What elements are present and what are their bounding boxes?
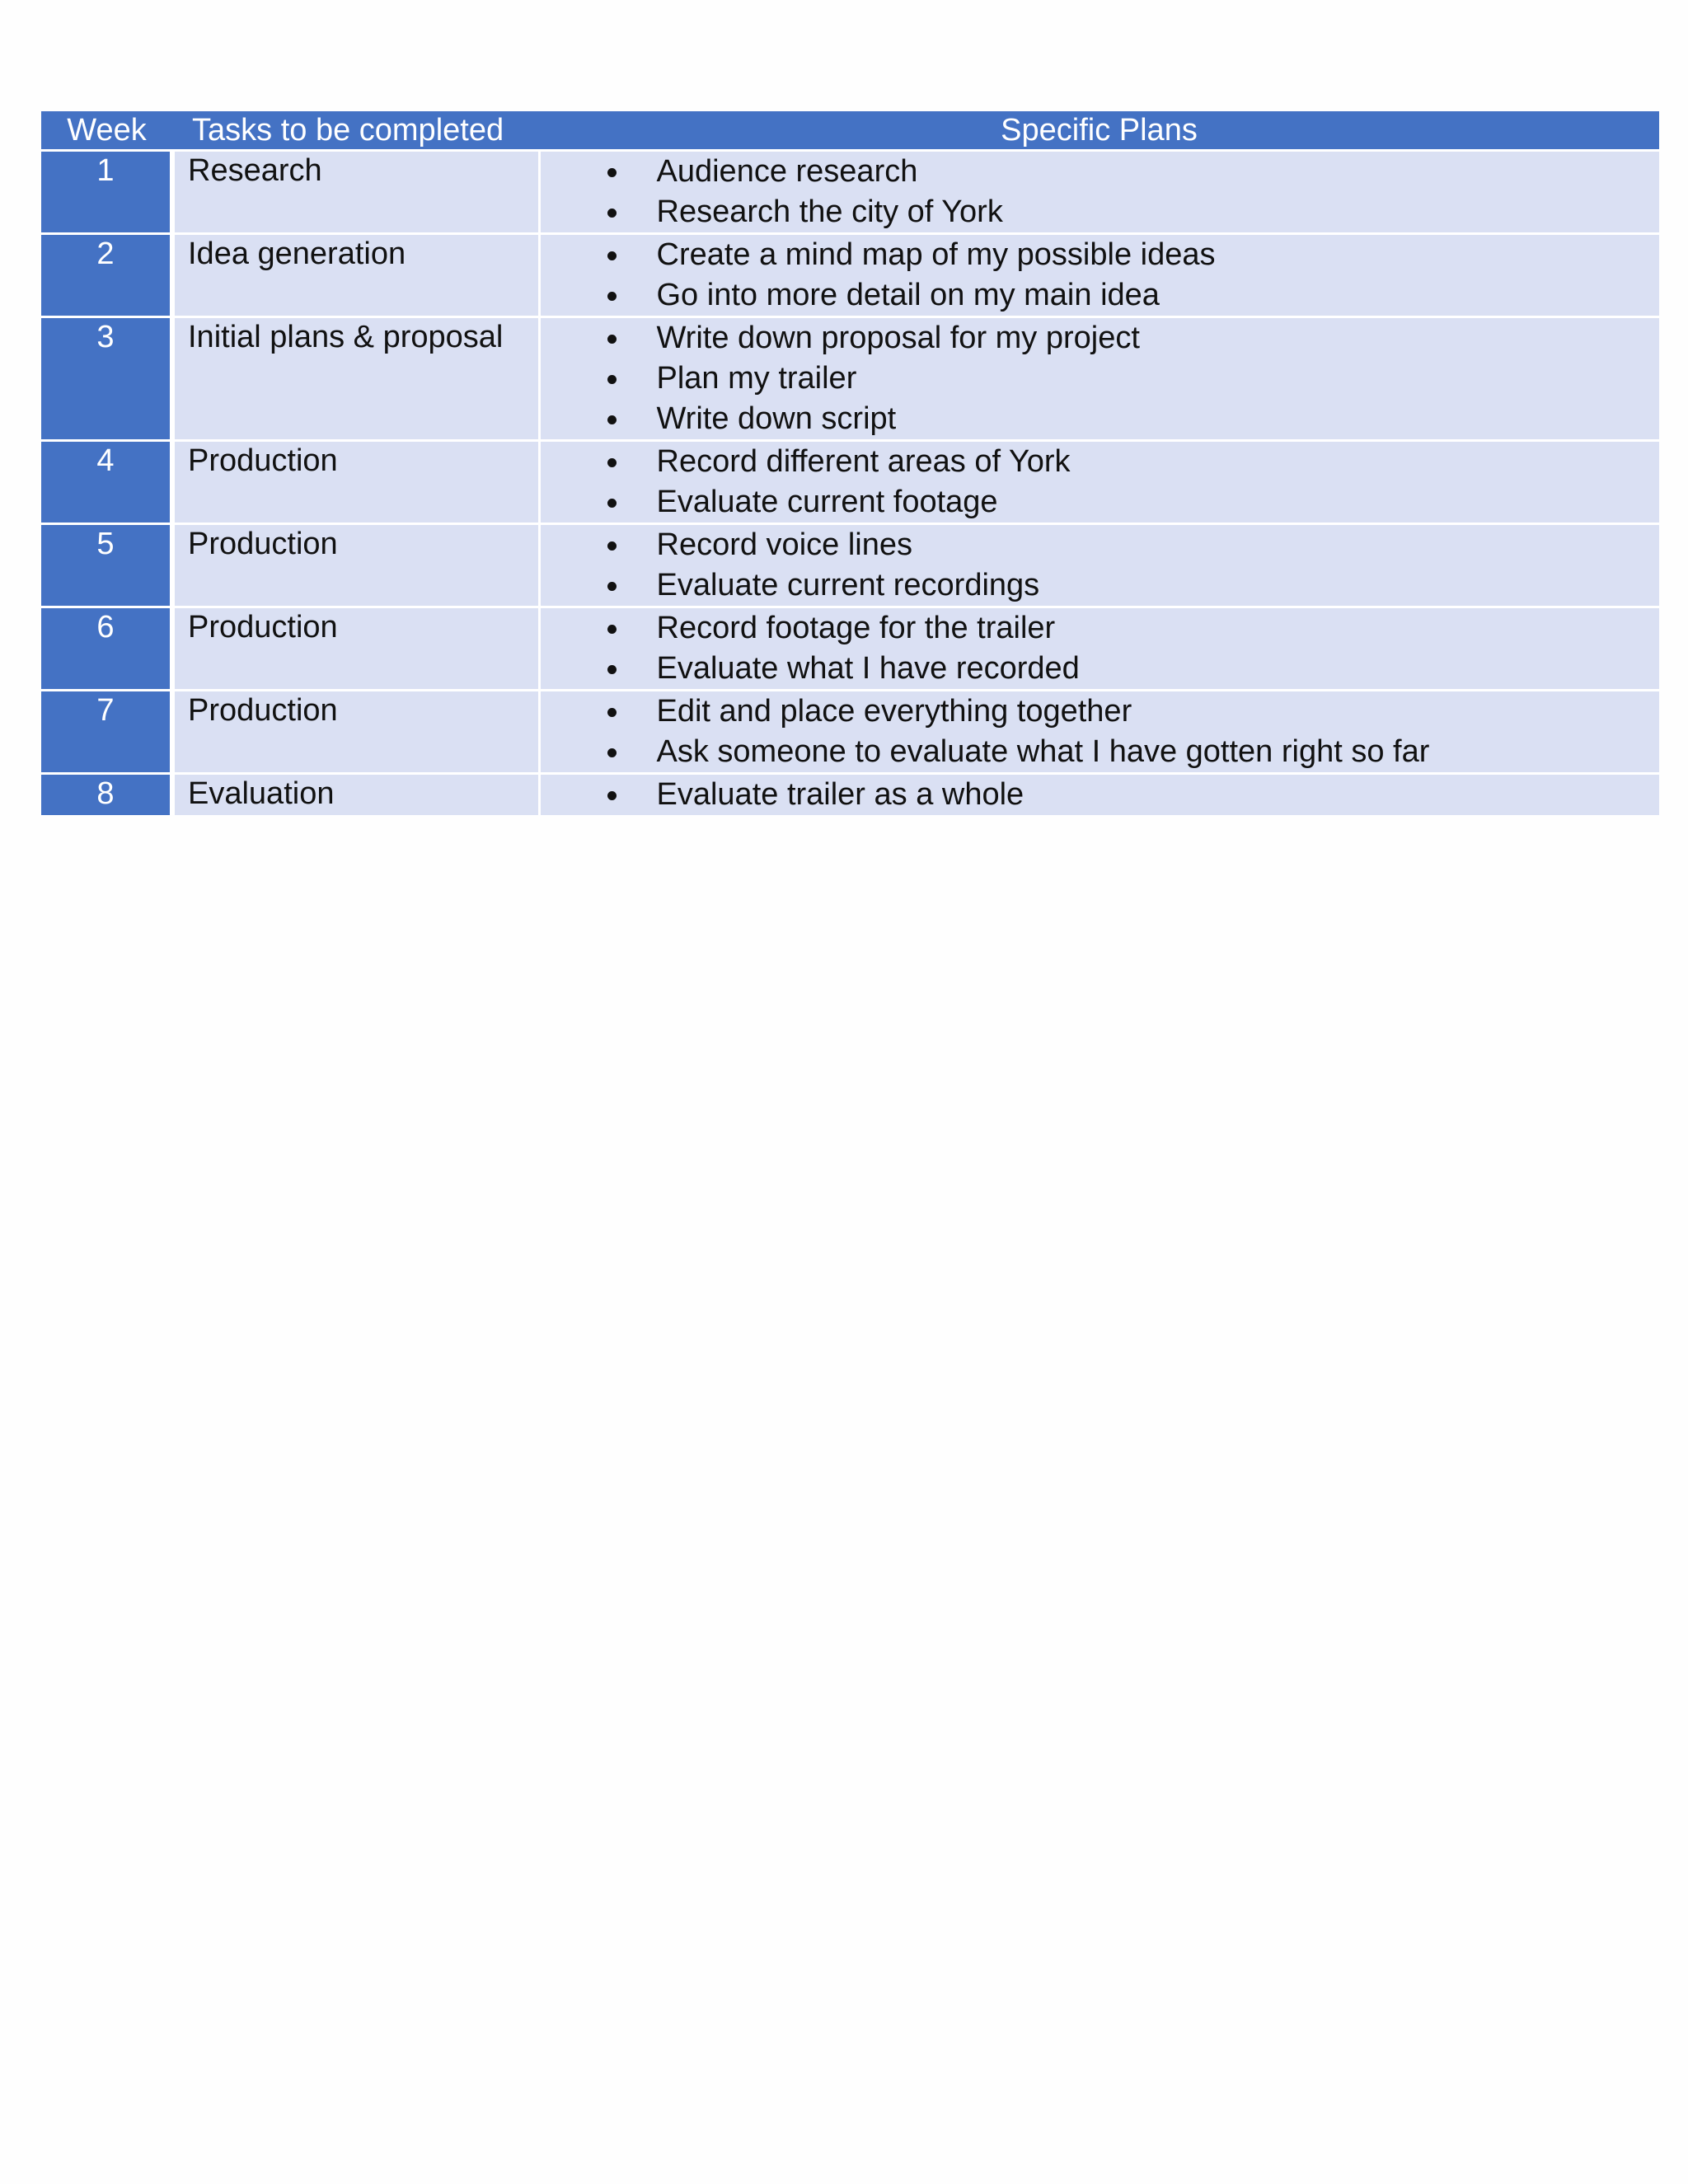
week-column-header: Week (41, 111, 172, 151)
plans-cell (539, 607, 1659, 691)
week-number-cell: 7 (41, 691, 172, 774)
task-cell: Production (172, 691, 539, 774)
plan-list-item (541, 152, 1660, 192)
header-row (41, 111, 1659, 151)
task-cell: Production (172, 524, 539, 607)
week-number-cell: 4 (41, 441, 172, 524)
plan-list (541, 152, 1660, 232)
table-row (41, 524, 1659, 607)
bullet-icon (607, 168, 617, 177)
bullet-icon (607, 335, 617, 344)
plan-list-item (541, 649, 1660, 689)
plans-cell (539, 441, 1659, 524)
task-cell: Evaluation (172, 774, 539, 816)
plan-list (541, 608, 1660, 689)
plan-list-item (541, 565, 1660, 606)
plan-list (541, 775, 1660, 815)
plan-list-item (541, 732, 1660, 772)
plan-list-item (541, 275, 1660, 316)
bullet-icon (607, 541, 617, 551)
table-row (41, 151, 1659, 234)
bullet-icon (607, 415, 617, 424)
week-number-cell: 2 (41, 234, 172, 317)
bullet-icon (607, 292, 617, 301)
plan-text: Write down script (656, 401, 897, 436)
bullet-icon (607, 375, 617, 384)
plan-list-item (541, 482, 1660, 523)
table-body (41, 151, 1659, 816)
plan-text: Evaluate what I have recorded (656, 651, 1080, 686)
plan-list-item (541, 442, 1660, 482)
plan-text: Record footage for the trailer (656, 611, 1056, 645)
plan-text: Research the city of York (656, 194, 1003, 229)
task-cell: Idea generation (172, 234, 539, 317)
plan-text: Record voice lines (656, 527, 912, 562)
plan-text: Evaluate current recordings (656, 568, 1040, 602)
plan-text: Evaluate trailer as a whole (656, 777, 1025, 812)
bullet-icon (607, 582, 617, 591)
plan-text: Go into more detail on my main idea (656, 278, 1160, 312)
plans-cell (539, 317, 1659, 441)
week-number-cell: 8 (41, 774, 172, 816)
bullet-icon (607, 791, 617, 800)
task-cell: Initial plans & proposal (172, 317, 539, 441)
tasks-column-header: Tasks to be completed (172, 111, 539, 151)
task-cell: Production (172, 607, 539, 691)
plan-list-item (541, 399, 1660, 439)
week-number-cell: 5 (41, 524, 172, 607)
plan-text: Evaluate current footage (656, 485, 998, 519)
plan-list-item (541, 359, 1660, 399)
plan-text: Write down proposal for my project (656, 321, 1140, 355)
plan-list (541, 318, 1660, 439)
table-row (41, 691, 1659, 774)
plan-list-item (541, 691, 1660, 732)
plan-text: Audience research (656, 154, 918, 189)
table-row (41, 774, 1659, 816)
bullet-icon (607, 708, 617, 717)
table-row (41, 234, 1659, 317)
table-row (41, 441, 1659, 524)
plans-cell (539, 151, 1659, 234)
bullet-icon (607, 625, 617, 634)
plan-text: Create a mind map of my possible ideas (656, 237, 1216, 272)
weekly-plan-table (41, 111, 1659, 815)
table-row (41, 317, 1659, 441)
plan-text: Edit and place everything together (656, 694, 1132, 729)
plan-list (541, 235, 1660, 316)
table-row (41, 607, 1659, 691)
week-number-cell: 6 (41, 607, 172, 691)
task-cell: Research (172, 151, 539, 234)
bullet-icon (607, 251, 617, 260)
week-number-cell: 3 (41, 317, 172, 441)
plan-list-item (541, 525, 1660, 565)
plan-list-item (541, 775, 1660, 815)
plan-list-item (541, 235, 1660, 275)
bullet-icon (607, 665, 617, 674)
plans-cell (539, 234, 1659, 317)
plan-text: Ask someone to evaluate what I have gotten right so far (656, 734, 1430, 769)
plan-list (541, 691, 1660, 772)
plans-column-header: Specific Plans (539, 111, 1659, 151)
week-number-cell: 1 (41, 151, 172, 234)
plans-cell (539, 774, 1659, 816)
plan-list-item (541, 608, 1660, 649)
plan-text: Record different areas of York (656, 444, 1071, 479)
plan-list-item (541, 192, 1660, 232)
plan-list (541, 525, 1660, 606)
bullet-icon (607, 209, 617, 218)
bullet-icon (607, 748, 617, 757)
plans-cell (539, 524, 1659, 607)
table-header (41, 111, 1659, 151)
plans-cell (539, 691, 1659, 774)
task-cell: Production (172, 441, 539, 524)
plan-list-item (541, 318, 1660, 359)
bullet-icon (607, 499, 617, 508)
bullet-icon (607, 458, 617, 467)
plan-list (541, 442, 1660, 523)
plan-text: Plan my trailer (656, 361, 857, 396)
